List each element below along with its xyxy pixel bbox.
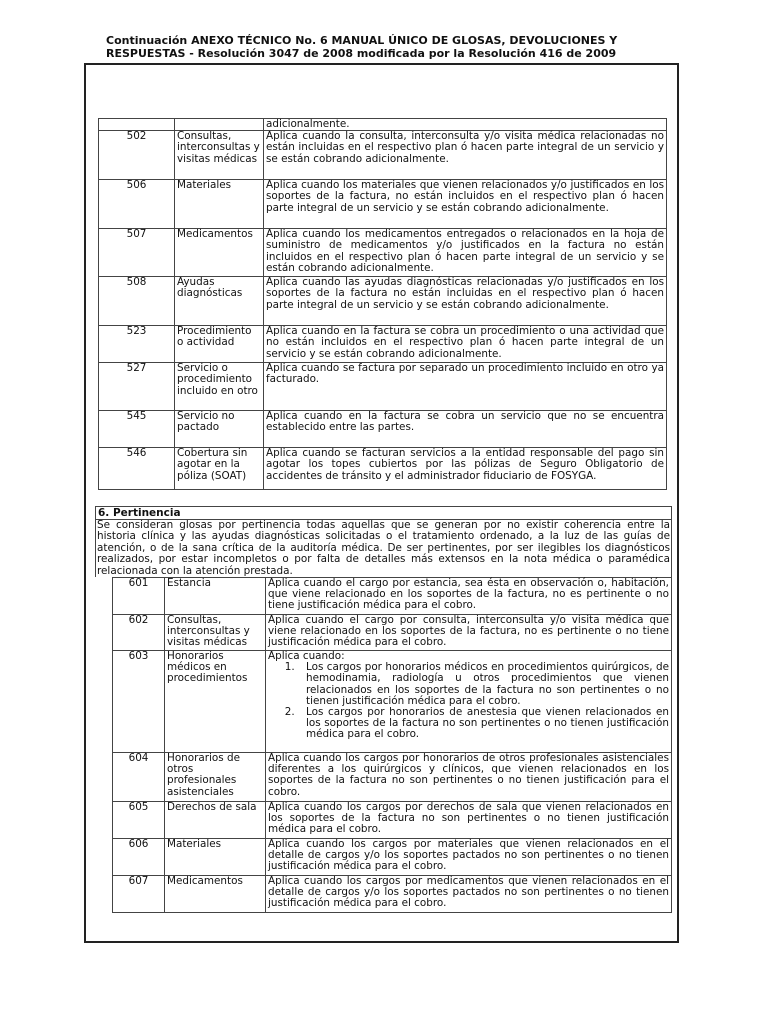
- code-cell: [99, 119, 175, 131]
- desc-cell: Aplica cuando los cargos por derechos de sala que vienen relacionados en los soportes de la factura no son pertinentes o no tienen justificación médica para el cobro.: [266, 802, 672, 839]
- table-row: [113, 615, 672, 651]
- code-cell: 602: [113, 615, 165, 651]
- desc-cell: Aplica cuando el cargo por estancia, sea ésta en observación o, habitación, que viene relacionado en los soportes de la factura, no es pertinente o no tiene justificación médica para el cobro.: [266, 578, 672, 615]
- page-header: [106, 34, 666, 60]
- desc-cell: Aplica cuando los cargos por materiales que vienen relacionados en el detalle de cargos y/o los soportes pactados no son pertinentes o no tienen justificación médica para el cobro.: [266, 839, 672, 876]
- code-cell: 605: [113, 802, 165, 839]
- table-row: [113, 876, 672, 913]
- desc-cell: Aplica cuando los cargos por honorarios de otros profesionales asistenciales diferentes a los quirúrgicos y clínicos, que vienen relacionados en los soportes de la factura no son pertinentes o no tienen justificación para el cobro.: [266, 753, 672, 802]
- code-cell: 507: [99, 229, 175, 277]
- concept-cell: Honorarios médicos en procedimientos: [165, 651, 266, 753]
- code-cell: 527: [99, 363, 175, 411]
- glosas-table-500: [98, 118, 667, 490]
- table-row: [99, 229, 667, 277]
- list-item: 1. Los cargos por honorarios médicos en procedimientos quirúrgicos, de hemodinamia, radiología u otros procedimientos que vienen relacionados en los soportes de la factura no son pertinentes o no tienen justificación médica para el cobro.: [298, 662, 669, 707]
- concept-cell: Consultas, interconsultas y visitas médicas: [175, 131, 264, 180]
- section-pertinencia: [95, 506, 672, 913]
- table-row: [99, 326, 667, 363]
- desc-cell: Aplica cuando los cargos por medicamentos que vienen relacionados en el detalle de cargos y/o los soportes pactados no son pertinentes o no tienen justificación médica para el cobro.: [266, 876, 672, 913]
- table-row: [113, 578, 672, 615]
- section-intro: Se consideran glosas por pertinencia todas aquellas que se generan por no existir coherencia entre la historia clínica y las ayudas diagnósticas solicitadas o el tratamiento ordenado, a la luz de las guías de atención, o de la sana crítica de la auditoría médica. De ser pertinentes, por ser ilegibles los diagnósticos realizados, por estar incompletos o por falta de detalles más extensos en la nota médica o paramédica relacionada con la atención prestada.: [97, 519, 670, 577]
- desc-cell: Aplica cuando el cargo por consulta, interconsulta y/o visita médica que viene relacionado en los soportes de la factura, no es pertinente o no tiene justificación médica para el cobro.: [266, 615, 672, 651]
- table-row: [113, 839, 672, 876]
- concept-cell: Servicio no pactado: [175, 411, 264, 448]
- desc-cell: Aplica cuando se facturan servicios a la entidad responsable del pago sin agotar los topes cubiertos por las pólizas de Seguro Obligatorio de accidentes de tránsito y el administrador fiduciario de FOSYGA.: [264, 448, 667, 490]
- desc-cell: Aplica cuando se factura por separado un procedimiento incluido en otro ya facturado.: [264, 363, 667, 411]
- concept-cell: Estancia: [165, 578, 266, 615]
- desc-cell: adicionalmente.: [264, 119, 667, 131]
- code-cell: 523: [99, 326, 175, 363]
- table-row: [99, 277, 667, 326]
- desc-cell: Aplica cuando la consulta, interconsulta y/o visita médica relacionadas no están incluidas en el respectivo plan ó hacen parte integral de un servicio y se están cobrando adicionalmente.: [264, 131, 667, 180]
- code-cell: 546: [99, 448, 175, 490]
- desc-lead: Aplica cuando:: [268, 650, 345, 663]
- code-cell: 545: [99, 411, 175, 448]
- desc-cell: Aplica cuando en la factura se cobra un procedimiento o una actividad que no están incluidos en el respectivo plan ó hacen parte integral de un servicio y se están cobrando adicionalmente.: [264, 326, 667, 363]
- header-line-2: RESPUESTAS - Resolución 3047 de 2008 modificada por la Resolución 416 de 2009: [106, 47, 617, 60]
- section-title: 6. Pertinencia: [95, 507, 672, 520]
- code-cell: 606: [113, 839, 165, 876]
- table-row: [99, 180, 667, 229]
- concept-cell: Derechos de sala: [165, 802, 266, 839]
- table-row: [99, 363, 667, 411]
- desc-cell: Aplica cuando los medicamentos entregados o relacionados en la hoja de suministro de medicamentos y/o justificados en la factura no están incluidos en el respectivo plan ó hacen parte integral de un servicio y se están cobrando adicionalmente.: [264, 229, 667, 277]
- concept-cell: Materiales: [165, 839, 266, 876]
- concept-cell: Materiales: [175, 180, 264, 229]
- desc-cell: [266, 651, 672, 753]
- table-row: [113, 802, 672, 839]
- table-row: [99, 448, 667, 490]
- concept-cell: Medicamentos: [165, 876, 266, 913]
- table-row: [113, 753, 672, 802]
- table-row: [113, 651, 672, 753]
- desc-cell: Aplica cuando en la factura se cobra un servicio que no se encuentra establecido entre las partes.: [264, 411, 667, 448]
- code-cell: 502: [99, 131, 175, 180]
- concept-cell: Servicio o procedimiento incluido en otro: [175, 363, 264, 411]
- concept-cell: Cobertura sin agotar en la póliza (SOAT): [175, 448, 264, 490]
- desc-cell: Aplica cuando las ayudas diagnósticas relacionadas y/o justificados en los soportes de la factura no están incluidas en el respectivo plan ó hacen parte integral de un servicio y se están cobrando adicionalmente.: [264, 277, 667, 326]
- code-cell: 508: [99, 277, 175, 326]
- table-row: [99, 131, 667, 180]
- concept-cell: Procedimiento o actividad: [175, 326, 264, 363]
- code-cell: 604: [113, 753, 165, 802]
- table-row-continuation: [99, 119, 667, 131]
- concept-cell: Consultas, interconsultas y visitas médicas: [165, 615, 266, 651]
- glosas-table-600: [112, 577, 672, 913]
- desc-list: [268, 662, 669, 740]
- table-row: [99, 411, 667, 448]
- code-cell: 607: [113, 876, 165, 913]
- concept-cell: Medicamentos: [175, 229, 264, 277]
- header-line-1: Continuación ANEXO TÉCNICO No. 6 MANUAL ÚNICO DE GLOSAS, DEVOLUCIONES Y: [106, 34, 618, 47]
- code-cell: 601: [113, 578, 165, 615]
- code-cell: 506: [99, 180, 175, 229]
- concept-cell: Honorarios de otros profesionales asistenciales: [165, 753, 266, 802]
- code-cell: 603: [113, 651, 165, 753]
- concept-cell: [175, 119, 264, 131]
- list-item: 2. Los cargos por honorarios de anestesia que vienen relacionados en los soportes de la factura no son pertinentes o no tienen justificación médica para el cobro.: [298, 707, 669, 741]
- desc-cell: Aplica cuando los materiales que vienen relacionados y/o justificados en los soportes de la factura, no están incluidos en el respectivo plan ó hacen parte integral de un servicio y se están cobrando adicionalmente.: [264, 180, 667, 229]
- concept-cell: Ayudas diagnósticas: [175, 277, 264, 326]
